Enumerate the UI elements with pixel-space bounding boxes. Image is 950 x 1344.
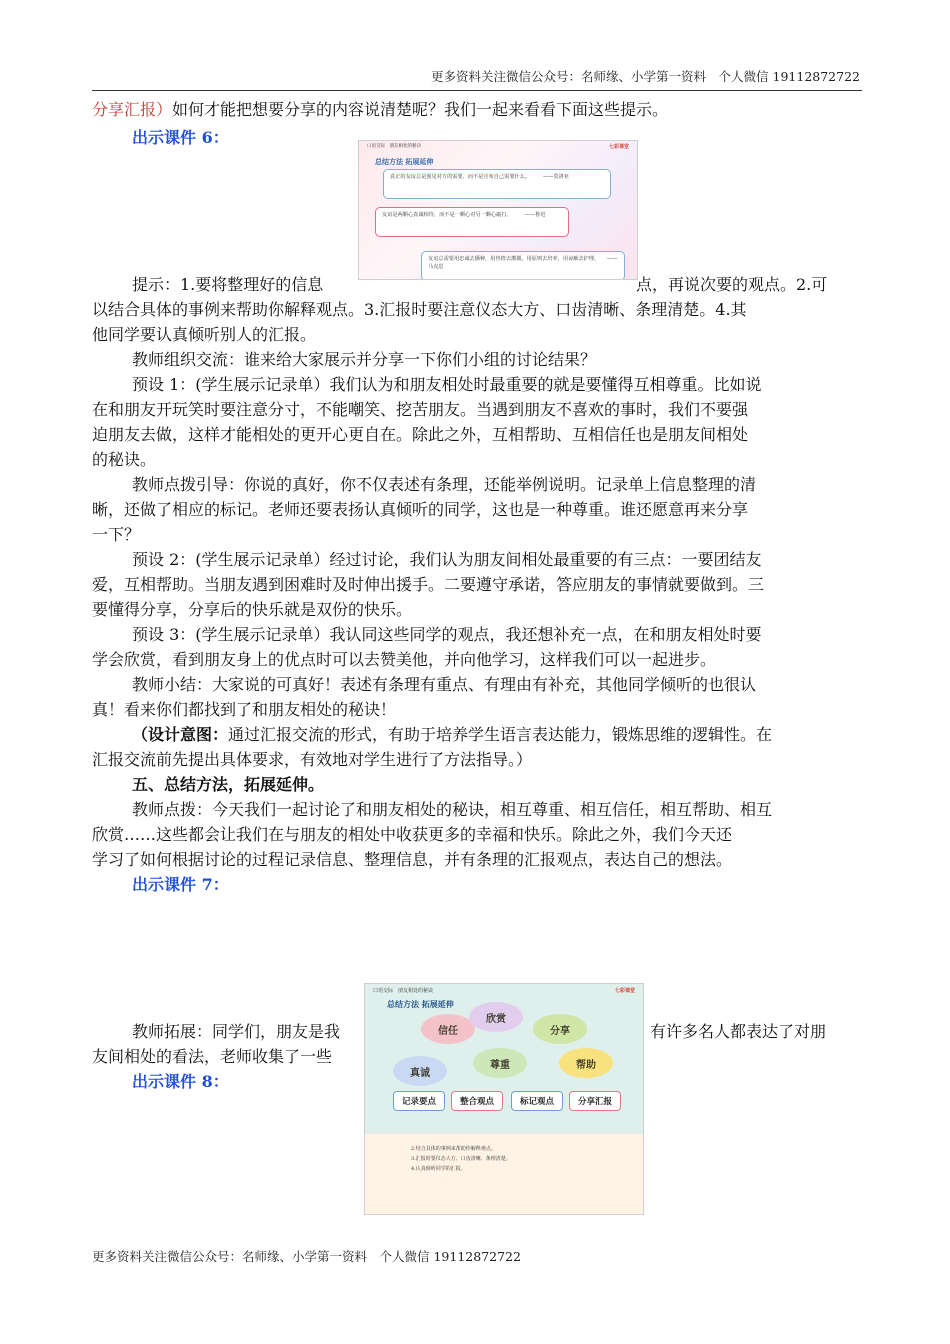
paragraph-line: 爱，互相帮助。当朋友遇到困难时及时伸出援手。二要遵守承诺，答应朋友的事情就要做到。三 <box>92 575 765 594</box>
method-button-integrate: 整合观点 <box>451 1091 503 1111</box>
cloud-word: 尊重 <box>473 1048 527 1078</box>
method-button-share: 分享汇报 <box>569 1091 621 1111</box>
paragraph-line: 要懂得分享，分享后的快乐就是双份的快乐。 <box>92 600 413 619</box>
header-text: 更多资料关注微信公众号：名师缘、小学第一资料 个人微信 19112872722 <box>431 69 860 84</box>
slide-brand-logo: 七彩课堂 <box>614 988 635 994</box>
paragraph-line: 教师点拨：今天我们一起讨论了和朋友相处的秘诀，相互尊重、相互信任，相互帮助、相互 <box>132 800 773 819</box>
courseware-7-label: 出示课件 7： <box>132 875 229 894</box>
paragraph-line: 教师拓展：同学们，朋友是我 <box>132 1022 341 1041</box>
cloud-word: 帮助 <box>559 1048 613 1078</box>
paragraph-line: 教师点拨引导：你说的真好，你不仅表述有条理，还能举例说明。记录单上信息整理的清 <box>132 475 757 494</box>
paragraph-line: 他同学要认真倾听别人的汇报。 <box>92 325 317 344</box>
quote-card: 友谊是两颗心真诚相待，而不是一颗心对另一颗心敲打。 ——鲁迅 <box>375 207 569 237</box>
design-intent-line: （设计意图：通过汇报交流的形式，有助于培养学生语言表达能力，锻炼思维的逻辑性。在 <box>132 725 773 744</box>
method-button-mark: 标记观点 <box>511 1091 563 1111</box>
quote-card: 友谊总需要用忠诚去播种，用热情去灌溉，用原则去培养，用谅解去护理。 ——马克思 <box>421 251 625 280</box>
method-button-record: 记录要点 <box>393 1091 445 1111</box>
paragraph-line: 预设 2：(学生展示记录单）经过讨论，我们认为朋友间相处最重要的有三点：一要团结友 <box>132 550 762 569</box>
paragraph-line: 学会欣赏，看到朋友身上的优点时可以去赞美他，并向他学习，这样我们可以一起进步。 <box>92 650 717 669</box>
cloud-word: 真诚 <box>393 1056 447 1086</box>
paragraph-line: 教师组织交流：谁来给大家展示并分享一下你们小组的讨论结果？ <box>132 350 597 369</box>
section-heading: 五、总结方法，拓展延伸。 <box>132 775 325 794</box>
paragraph-line: 分享汇报）如何才能把想要分享的内容说清楚呢？我们一起来看看下面这些提示。 <box>92 100 669 119</box>
cloud-word: 分享 <box>533 1014 587 1044</box>
slide-topbar: 口语交际 朋友相处的秘诀 <box>373 988 434 994</box>
paragraph-line: 的秘诀。 <box>92 450 157 469</box>
slide-notes: 2.结合具体的事例来帮助你解释观点。 3.汇报时要仪态大方、口齿清晰、条理清楚。 4.认真倾听同学的汇报。 <box>411 1146 511 1172</box>
courseware-8-label: 出示课件 8： <box>132 1072 229 1091</box>
paragraph-line: 提示：1.要将整理好的信息 <box>132 275 324 294</box>
paragraph-line: 点，再说次要的观点。2.可 <box>636 275 828 294</box>
slide-title: 总结方法 拓展延伸 <box>375 157 434 166</box>
page-header <box>92 60 862 91</box>
paragraph-line: 预设 1：(学生展示记录单）我们认为和朋友相处时最重要的就是要懂得互相尊重。比如说 <box>132 375 762 394</box>
share-report-label: 分享汇报） <box>92 100 173 119</box>
paragraph-line: 友间相处的看法，老师收集了一些 <box>92 1047 333 1066</box>
quote-card: 真正的友谊总是预见对方的需要，而不是宣布自己需要什么。 ——莫洛亚 <box>383 169 611 199</box>
courseware-slide-7 <box>364 983 644 1215</box>
cloud-word: 信任 <box>421 1014 475 1044</box>
paragraph-line: 迫朋友去做，这样才能相处的更开心更自在。除此之外，互相帮助、互相信任也是朋友间相处 <box>92 425 749 444</box>
slide-topbar: 口语交际 朋友相处的秘诀 <box>367 144 421 149</box>
slide-brand-logo: 七彩课堂 <box>608 144 629 150</box>
page-footer: 更多资料关注微信公众号：名师缘、小学第一资料 个人微信 19112872722 <box>92 1249 521 1264</box>
paragraph-line: 教师小结：大家说的可真好！表述有条理有重点、有理由有补充，其他同学倾听的也很认 <box>132 675 757 694</box>
paragraph-line: 欣赏……这些都会让我们在与朋友的相处中收获更多的幸福和快乐。除此之外，我们今天还 <box>92 825 733 844</box>
design-intent-line: 汇报交流前先提出具体要求，有效地对学生进行了方法指导。） <box>92 750 533 769</box>
cloud-word: 欣赏 <box>469 1002 523 1032</box>
paragraph-line: 晰，还做了相应的标记。老师还要表扬认真倾听的同学，这也是一种尊重。谁还愿意再来分享 <box>92 500 749 519</box>
paragraph-line: 在和朋友开玩笑时要注意分寸，不能嘲笑、挖苦朋友。当遇到朋友不喜欢的事时，我们不要强 <box>92 400 749 419</box>
courseware-slide-6 <box>358 140 638 280</box>
slide-lower-panel <box>365 1134 643 1214</box>
paragraph-line: 预设 3：(学生展示记录单）我认同这些同学的观点，我还想补充一点，在和朋友相处时要 <box>132 625 762 644</box>
paragraph-line: 有许多名人都表达了对朋 <box>650 1022 827 1041</box>
paragraph-line: 一下？ <box>92 525 141 544</box>
paragraph-line: 以结合具体的事例来帮助你解释观点。3.汇报时要注意仪态大方、口齿清晰、条理清楚。4.其 <box>92 300 747 319</box>
courseware-6-label: 出示课件 6： <box>132 128 229 147</box>
slide-title: 总结方法 拓展延伸 <box>387 999 454 1009</box>
paragraph-line: 学习了如何根据讨论的过程记录信息、整理信息，并有条理的汇报观点，表达自己的想法。 <box>92 850 733 869</box>
paragraph-line: 真！看来你们都找到了和朋友相处的秘诀！ <box>92 700 397 719</box>
